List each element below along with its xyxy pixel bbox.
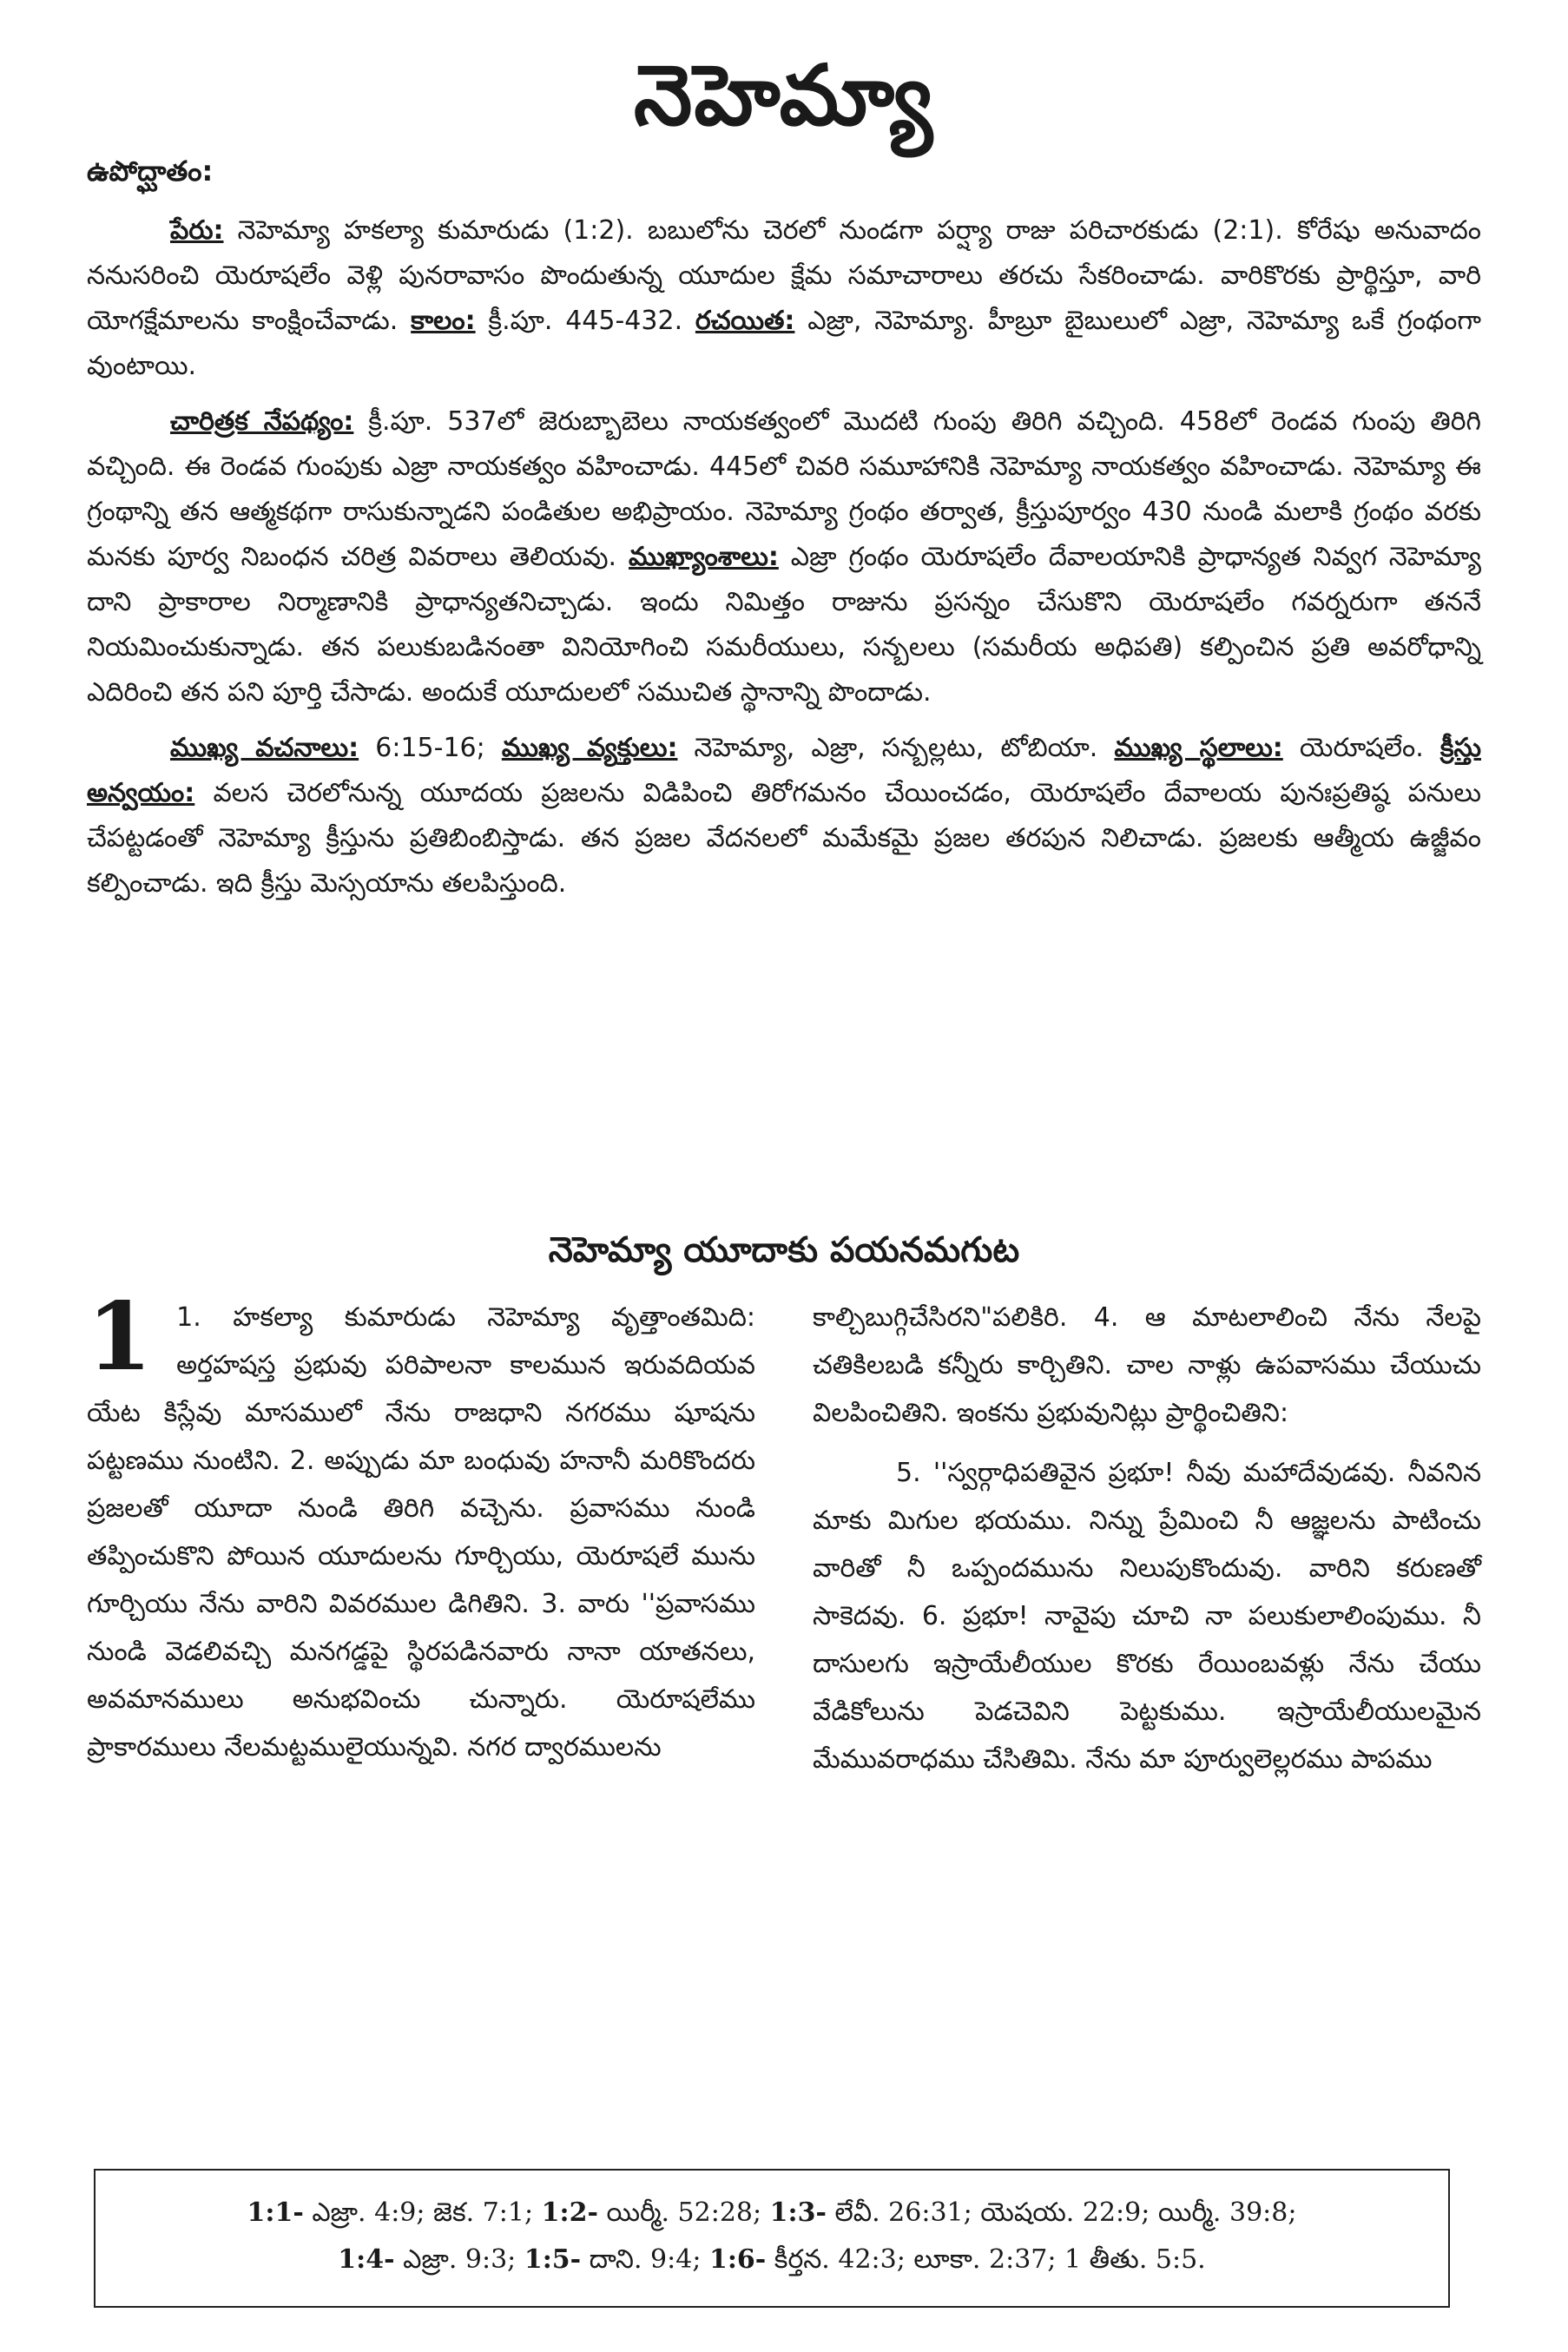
key-places-label: ముఖ్య స్థలాలు: (1114, 733, 1283, 763)
name-label: పేరు: (170, 215, 224, 246)
cross-references-line-2 (96, 2237, 1448, 2283)
introduction-heading: ఉపోద్ఘాతం: (87, 155, 214, 188)
intro-paragraph-background (87, 399, 1481, 715)
key-verses-label: ముఖ్య వచనాలు: (170, 733, 359, 763)
right-column-paragraph-1: కాల్చిబుగ్గిచేసిరని"పలికిరి. 4. ఆ మాటలాలించి నేను నేలపై చతికిలబడి కన్నీరు కార్చితిని. చాల నాళ్లు ఉపవాసము చేయుచు విలపించితిని. ఇంకను ప్రభువునిట్లు ప్రార్థించితిని: (813, 1302, 1481, 1428)
reference-text: ఎజ్రా. 4:9; జెక. 7:1; (303, 2197, 542, 2228)
cross-references-line-1 (96, 2190, 1448, 2237)
themes-text: ఎజ్రా గ్రంథం యెరూషలేం దేవాలయానికి ప్రాధాన్యత నివ్వగ నెహెమ్యా దాని ప్రాకారాల నిర్మాణానికి ప్రాధాన్యతనిచ్చాడు. ఇందు నిమిత్తం రాజును ప్రసన్నం చేసుకొని యెరూషలేం గవర్నరుగా తననే నియమించుకున్నాడు. తన పలుకుబడినంతా వినియోగించి సమరీయులు, సన్బలలు (సమరీయ అధిపతి) కల్పించిన ప్రతి అవరోధాన్ని ఎదిరించి తన పని పూర్తి చేసాడు. అందుకే యూదులలో సముచిత స్థానాన్ని పొందాడు. (87, 542, 1482, 708)
right-column (813, 1294, 1481, 1795)
intro-paragraph-key-facts (87, 726, 1481, 906)
reference-text: యిర్మీ. 52:28; (597, 2197, 770, 2228)
scripture-columns (87, 1282, 1481, 2127)
left-column (87, 1282, 755, 1783)
key-places-text: యెరూషలేం. (1282, 733, 1440, 763)
reference-text: దాని. 9:4; (581, 2244, 709, 2275)
key-verses-text: 6:15-16; (359, 733, 502, 763)
time-label: కాలం: (411, 306, 476, 336)
reference-label: 1:3- (769, 2197, 827, 2228)
cross-references-box (94, 2169, 1450, 2308)
reference-text: కీర్తన. 42:3; లూకా. 2:37; 1 తీతు. 5:5. (766, 2244, 1206, 2275)
key-persons-text: నెహెమ్యా, ఎజ్రా, సన్బల్లటు, టోబియా. (677, 733, 1115, 763)
name-text: నెహెమ్యా హకల్యా కుమారుడు (1:2). బబులోను చెరలో నుండగా పర్ష్యా రాజు పరిచారకుడు (2:1). కోరేషు అనువాదం ననుసరించి యెరూషలేం వెళ్లి పునరావాసం పొందుతున్న యూదుల క్షేమ సమాచారాలు తరచు సేకరించాడు. వారికొరకు ప్రార్థిస్తూ, వారి యోగక్షేమాలను కాంక్షించేవాడు. (87, 215, 1481, 336)
time-text: క్రీ.పూ. 445-432. (475, 306, 695, 336)
right-column-paragraph-2: 5. ''స్వర్గాధిపతివైన ప్రభూ! నీవు మహాదేవుడవు. నీవనిన మాకు మిగుల భయము. నిన్ను ప్రేమించి నీ ఆజ్ఞలను పాటించు వారితో నీ ఒప్పందమును నిలుపుకొందువు. వారిని కరుణతో సాకెదవు. 6. ప్రభూ! నావైపు చూచి నా పలుకులాలింపుము. నీ దాసులగు ఇస్రాయేలీయుల కొరకు రేయింబవళ్లు నేను చేయు వేడికోలును పెడచెవిని పెట్టకుము. ఇస్రాయేలీయులమైన మేమువరాధము చేసితిమి. నేను మా పూర్వులెల్లరము పాపము (813, 1458, 1481, 1775)
book-title: నెహెమ్యా (634, 47, 934, 144)
reference-label: 1:4- (338, 2244, 395, 2275)
background-label: చారిత్రక నేపథ్యం: (170, 406, 354, 437)
reference-label: 1:1- (247, 2197, 304, 2228)
reference-text: లేవీ. 26:31; యెషయ. 22:9; యిర్మీ. 39:8; (826, 2197, 1297, 2228)
themes-label: ముఖ్యాంశాలు: (629, 542, 779, 572)
background-text: క్రీ.పూ. 537లో జెరుబ్బాబెలు నాయకత్వంలో మొదటి గుంపు తిరిగి వచ్చింది. 458లో రెండవ గుంపు తిరిగి వచ్చింది. ఈ రెండవ గుంపుకు ఎజ్రా నాయకత్వం వహించాడు. 445లో చివరి సమూహానికి నెహెమ్యా నాయకత్వం వహించాడు. నెహెమ్యా ఈ గ్రంథాన్ని తన ఆత్మకథగా రాసుకున్నాడని పండితుల అభిప్రాయం. నెహెమ్యా గ్రంథం తర్వాత, క్రీస్తుపూర్వం 430 నుండి మలాకి గ్రంథం వరకు మనకు పూర్వ నిబంధన చరిత్ర వివరాలు తెలియవు. (87, 406, 1481, 572)
reference-label: 1:6- (708, 2244, 767, 2275)
section-heading: నెహెమ్యా యూదాకు పయనమగుట (548, 1230, 1020, 1270)
christ-application-label: క్రీస్తు అన్వయం: (87, 733, 1481, 808)
reference-label: 1:5- (524, 2244, 582, 2275)
reference-text: ఎజ్రా. 9:3; (394, 2244, 524, 2275)
intro-paragraph-name (87, 208, 1481, 389)
key-persons-label: ముఖ్య వ్యక్తులు: (501, 733, 678, 763)
left-column-text: 1. హకల్యా కుమారుడు నెహెమ్యా వృత్తాంతమిది: అర్తహషస్త ప్రభువు పరిపాలనా కాలమున ఇరువదియవ యేట కిస్లేవు మాసములో నేను రాజధాని నగరము షూషను పట్టణము నుంటిని. 2. అప్పుడు మా బంధువు హనానీ మరికొందరు ప్రజలతో యూదా నుండి తిరిగి వచ్చెను. ప్రవాసము నుండి తప్పించుకొని పోయిన యూదులను గూర్చియు, యెరూషలే మును గూర్చియు నేను వారిని వివరముల డిగితిని. 3. వారు ''ప్రవాసము నుండి వెడలివచ్చి మనగడ్డపై స్థిరపడినవారు నానా యాతనలు, అవమానములు అనుభవించు చున్నారు. యెరూషలేము ప్రాకారములు నేలమట్టములైయున్నవి. నగర ద్వారములను (87, 1302, 755, 1762)
reference-label: 1:2- (541, 2197, 598, 2228)
chapter-number: 1 (87, 1282, 153, 1392)
author-text: ఎజ్రా, నెహెమ్యా. హీబ్రూ బైబులులో ఎజ్రా, నెహెమ్యా ఒకే గ్రంథంగా వుంటాయి. (87, 306, 1481, 381)
author-label: రచయిత: (695, 306, 795, 336)
left-column-paragraph (87, 1282, 755, 1771)
christ-application-text: వలస చెరలోనున్న యూదయ ప్రజలను విడిపించి తిరోగమనం చేయించడం, యెరూషలేం దేవాలయ పునఃప్రతిష్ఠ పనులు చేపట్టడంతో నెహెమ్యా క్రీస్తును ప్రతిబింబిస్తాడు. తన ప్రజల వేదనలలో మమేకమై ప్రజల తరపున నిలిచాడు. ప్రజలకు ఆత్మీయ ఉజ్జీవం కల్పించాడు. ఇది క్రీస్తు మెస్సయాను తలపిస్తుంది. (87, 778, 1481, 899)
introduction-body (87, 208, 1481, 917)
